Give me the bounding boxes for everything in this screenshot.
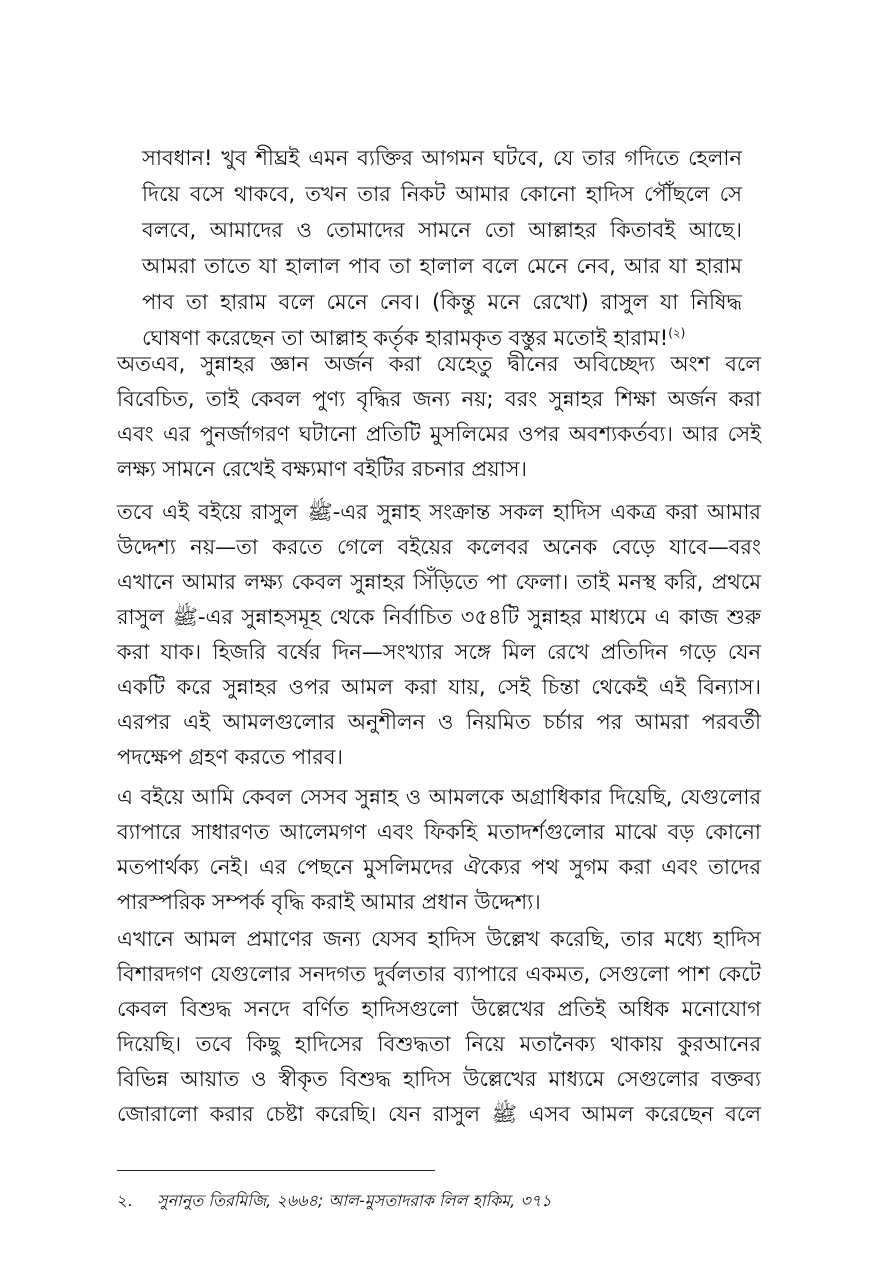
- footnote-reference: (২): [668, 326, 686, 340]
- paragraph: [117, 922, 761, 1132]
- footnote-number: ২.: [117, 1191, 133, 1210]
- paragraph-line: অতএব, সুন্নাহর জ্ঞান অর্জন করা যেহেতু দ্বীনের অবিচ্ছেদ্য অংশ বলে: [117, 352, 761, 376]
- footnote-divider: [117, 1170, 435, 1171]
- paragraph-line: এখানে আমার লক্ষ্য কেবল সুন্নাহর সিঁড়িতে পা ফেলা। তাই মনস্থ করি, প্রথমে: [117, 570, 761, 594]
- quote-line: পাব তা হারাম বলে মেনে নেব। (কিন্তু মনে রেখো) রাসুল যা নিষিদ্ধ: [142, 290, 742, 314]
- paragraph-line: কেবল বিশুদ্ধ সনদে বর্ণিত হাদিসগুলো উল্লেখের প্রতিই অধিক মনোযোগ: [117, 997, 761, 1021]
- paragraph-line: দিয়েছি। তবে কিছু হাদিসের বিশুদ্ধতা নিয়ে মতানৈক্য থাকায় কুরআনের: [117, 1032, 761, 1056]
- paragraph: [117, 495, 761, 775]
- quote-line: সাবধান! খুব শীঘ্রই এমন ব্যক্তির আগমন ঘটবে, যে তার গদিতে হেলান: [142, 146, 742, 170]
- paragraph-line: লক্ষ্য সামনে রেখেই বক্ষ্যমাণ বইটির রচনার প্রয়াস।: [117, 457, 528, 481]
- paragraph-line: পারস্পরিক সম্পর্ক বৃদ্ধি করাই আমার প্রধান উদ্দেশ্য।: [117, 890, 541, 914]
- paragraph-line: এখানে আমল প্রমাণের জন্য যেসব হাদিস উল্লেখ করেছি, তার মধ্যে হাদিস: [117, 927, 761, 951]
- paragraph-line: জোরালো করার চেষ্টা করেছি। যেন রাসুল ﷺ এসব আমল করেছেন বলে: [117, 1102, 761, 1126]
- paragraph: [117, 780, 761, 920]
- paragraph-line: তবে এই বইয়ে রাসুল ﷺ-এর সুন্নাহ সংক্রান্ত সকল হাদিস একত্র করা আমার: [117, 500, 761, 524]
- hadith-quote-block: [142, 140, 742, 356]
- paragraph-line: বিশারদগণ যেগুলোর সনদগত দুর্বলতার ব্যাপারে একমত, সেগুলো পাশ কেটে: [117, 962, 761, 986]
- paragraph-line: বিভিন্ন আয়াত ও স্বীকৃত বিশুদ্ধ হাদিস উল্লেখের মাধ্যমে সেগুলোর বক্তব্য: [117, 1067, 761, 1091]
- paragraph-line: এরপর এই আমলগুলোর অনুশীলন ও নিয়মিত চর্চার পর আমরা পরবর্তী: [117, 710, 761, 734]
- paragraph-line: বিবেচিত, তাই কেবল পুণ্য বৃদ্ধির জন্য নয়; বরং সুন্নাহর শিক্ষা অর্জন করা: [117, 387, 761, 411]
- paragraph-line: রাসুল ﷺ-এর সুন্নাহসমূহ থেকে নির্বাচিত ৩৫৪টি সুন্নাহর মাধ্যমে এ কাজ শুরু: [117, 605, 761, 629]
- paragraph-line: পদক্ষেপ গ্রহণ করতে পারব।: [117, 745, 344, 769]
- quote-line: বলবে, আমাদের ও তোমাদের সামনে তো আল্লাহর কিতাবই আছে।: [142, 218, 742, 242]
- paragraph-line: করা যাক। হিজরি বর্ষের দিন—সংখ্যার সঙ্গে মিল রেখে প্রতিদিন গড়ে যেন: [117, 640, 761, 664]
- quote-line-text: ঘোষণা করেছেন তা আল্লাহ কর্তৃক হারামকৃত বস্তুর মতোই হারাম!: [142, 326, 669, 350]
- quote-line: আমরা তাতে যা হালাল পাব তা হালাল বলে মেনে নেব, আর যা হারাম: [142, 254, 742, 278]
- paragraph-line: ব্যাপারে সাধারণত আলেমগণ এবং ফিকহি মতাদর্শগুলোর মাঝে বড় কোনো: [117, 820, 761, 844]
- paragraph-line: এ বইয়ে আমি কেবল সেসব সুন্নাহ ও আমলকে অগ্রাধিকার দিয়েছি, যেগুলোর: [117, 785, 761, 809]
- paragraph-line: মতপার্থক্য নেই। এর পেছনে মুসলিমদের ঐক্যের পথ সুগম করা এবং তাদের: [117, 855, 761, 879]
- paragraph: [117, 347, 761, 487]
- paragraph-line: একটি করে সুন্নাহর ওপর আমল করা যায়, সেই চিন্তা থেকেই এই বিন্যাস।: [117, 675, 761, 699]
- paragraph-line: এবং এর পুনর্জাগরণ ঘটানো প্রতিটি মুসলিমের ওপর অবশ্যকর্তব্য। আর সেই: [117, 422, 761, 446]
- footnote-text: সুনানুত তিরমিজি, ২৬৬৪; আল-মুসতাদরাক লিল হাকিম, ৩৭১: [157, 1191, 552, 1210]
- quote-line: দিয়ে বসে থাকবে, তখন তার নিকট আমার কোনো হাদিস পৌঁছলে সে: [142, 182, 742, 206]
- paragraph-line: উদ্দেশ্য নয়—তা করতে গেলে বইয়ের কলেবর অনেক বেড়ে যাবে—বরং: [117, 535, 761, 559]
- footnote: [117, 1190, 761, 1212]
